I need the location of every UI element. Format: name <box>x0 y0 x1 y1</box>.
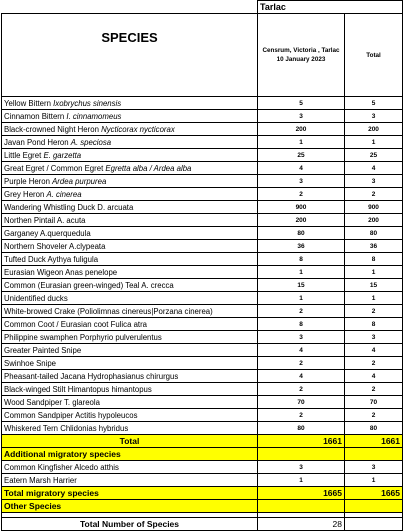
species-cell <box>2 370 258 383</box>
species-cell <box>2 97 258 110</box>
species-name: Little Egret <box>4 150 44 160</box>
species-cell <box>2 383 258 396</box>
total-count: 4 <box>345 344 403 357</box>
species-cell <box>2 253 258 266</box>
species-name: Cinnamon Bittern <box>4 111 67 121</box>
total-count: 1 <box>345 266 403 279</box>
table-row <box>2 136 403 149</box>
table-row <box>2 162 403 175</box>
species-name: Javan Pond Heron <box>4 137 71 147</box>
total-row <box>2 435 403 448</box>
species-cell <box>2 357 258 370</box>
table-row <box>2 201 403 214</box>
total-count: 5 <box>345 97 403 110</box>
species-name: Common (Eurasian green-winged) Teal A. crecca <box>4 280 174 290</box>
total-migratory-label: Total migratory species <box>2 487 258 500</box>
additional-header-row <box>2 448 403 461</box>
census-count: 5 <box>258 97 345 110</box>
total-count: 1 <box>345 292 403 305</box>
table-row <box>2 227 403 240</box>
species-name: Grey Heron <box>4 189 47 199</box>
table-row <box>2 149 403 162</box>
species-cell <box>2 227 258 240</box>
scientific-name: Egretta alba / Ardea alba <box>105 163 192 173</box>
total-count: 2 <box>345 383 403 396</box>
table-row <box>2 474 403 487</box>
scientific-name: I. cinnamomeus <box>66 111 122 121</box>
species-name: Tufted Duck Aythya fuligula <box>4 254 99 264</box>
census-count: 70 <box>258 396 345 409</box>
species-name: Wandering Whistling Duck D. arcuata <box>4 202 134 212</box>
table-row <box>2 370 403 383</box>
species-cell <box>2 149 258 162</box>
scientific-name: E. garzetta <box>43 150 82 160</box>
census-count: 900 <box>258 201 345 214</box>
census-count: 2 <box>258 357 345 370</box>
census-count: 2 <box>258 188 345 201</box>
scientific-name: Ixobrychus sinensis <box>53 98 122 108</box>
table-row <box>2 240 403 253</box>
census-count: 25 <box>258 149 345 162</box>
total-count: 1 <box>345 474 403 487</box>
census-count: 2 <box>258 383 345 396</box>
census-count: 8 <box>258 253 345 266</box>
census-header: Censrum, Victoria , Tarlac 10 January 2023 <box>258 14 345 97</box>
census-count: 3 <box>258 175 345 188</box>
species-name: Northen Pintail A. acuta <box>4 215 86 225</box>
total-migratory-total: 1665 <box>345 487 403 500</box>
species-name: Swinhoe Snipe <box>4 358 57 368</box>
census-count: 36 <box>258 240 345 253</box>
species-cell <box>2 162 258 175</box>
census-count: 2 <box>258 409 345 422</box>
total-count: 3 <box>345 110 403 123</box>
census-count: 2 <box>258 305 345 318</box>
scientific-name: Ardea purpurea <box>52 176 107 186</box>
total-label: Total <box>2 435 258 448</box>
census-count: 1 <box>258 136 345 149</box>
table-row <box>2 279 403 292</box>
species-name: Common Kingfisher Alcedo atthis <box>2 461 258 474</box>
table-row <box>2 422 403 435</box>
species-cell <box>2 318 258 331</box>
species-cell <box>2 240 258 253</box>
total-count: 36 <box>345 240 403 253</box>
total-total: 1661 <box>345 435 403 448</box>
table-row <box>2 97 403 110</box>
species-name: Garganey A.querquedula <box>4 228 91 238</box>
total-count: 8 <box>345 318 403 331</box>
other-species-label: Other Species <box>2 500 258 513</box>
species-cell <box>2 214 258 227</box>
total-count: 2 <box>345 305 403 318</box>
census-count: 200 <box>258 123 345 136</box>
species-name: Northern Shoveler A.clypeata <box>4 241 106 251</box>
table-row <box>2 110 403 123</box>
scientific-name: Nycticorax nycticorax <box>101 124 175 134</box>
species-name: Yellow Bittern <box>4 98 54 108</box>
total-count: 2 <box>345 188 403 201</box>
species-cell <box>2 136 258 149</box>
table-row <box>2 123 403 136</box>
table-row <box>2 253 403 266</box>
species-cell <box>2 396 258 409</box>
species-table <box>1 0 403 531</box>
total-census: 1661 <box>258 435 345 448</box>
species-name: Great Egret / Common Egret <box>4 163 106 173</box>
total-count: 8 <box>345 253 403 266</box>
table-row <box>2 175 403 188</box>
species-cell <box>2 188 258 201</box>
total-count: 15 <box>345 279 403 292</box>
additional-label: Additional migratory species <box>2 448 258 461</box>
census-count: 1 <box>258 474 345 487</box>
other-species-row <box>2 500 403 513</box>
total-count: 1 <box>345 136 403 149</box>
species-cell <box>2 292 258 305</box>
column-header-row <box>2 14 403 97</box>
census-count: 4 <box>258 344 345 357</box>
census-count: 3 <box>258 110 345 123</box>
species-name: Pheasant-tailed Jacana Hydrophasianus chirurgus <box>4 371 179 381</box>
total-header: Total <box>345 14 403 97</box>
species-cell <box>2 279 258 292</box>
species-name: Eatern Marsh Harrier <box>2 474 258 487</box>
location-header-row <box>2 1 403 14</box>
table-row <box>2 266 403 279</box>
table-row <box>2 292 403 305</box>
table-row <box>2 188 403 201</box>
total-count: 900 <box>345 201 403 214</box>
species-cell <box>2 266 258 279</box>
table-row <box>2 344 403 357</box>
table-row <box>2 318 403 331</box>
species-cell <box>2 110 258 123</box>
census-count: 200 <box>258 214 345 227</box>
species-name: Purple Heron <box>4 176 53 186</box>
table-row <box>2 409 403 422</box>
census-count: 3 <box>258 461 345 474</box>
species-cell <box>2 331 258 344</box>
census-count: 80 <box>258 422 345 435</box>
species-name: Eurasian Wigeon Anas penelope <box>4 267 118 277</box>
species-name: Common Coot / Eurasian coot Fulica atra <box>4 319 148 329</box>
total-count: 200 <box>345 214 403 227</box>
table-row <box>2 396 403 409</box>
total-count: 80 <box>345 422 403 435</box>
table-row <box>2 383 403 396</box>
species-cell <box>2 422 258 435</box>
total-count: 4 <box>345 162 403 175</box>
census-count: 8 <box>258 318 345 331</box>
species-cell <box>2 409 258 422</box>
species-cell <box>2 175 258 188</box>
total-count: 25 <box>345 149 403 162</box>
species-name: Philippine swamphen Porphyrio pulverulentus <box>4 332 162 342</box>
table-row <box>2 331 403 344</box>
table-row <box>2 461 403 474</box>
census-count: 1 <box>258 266 345 279</box>
total-count: 70 <box>345 396 403 409</box>
grand-total-label: Total Number of Species <box>2 518 258 531</box>
total-count: 4 <box>345 370 403 383</box>
grand-total-value: 28 <box>258 518 345 531</box>
total-count: 3 <box>345 331 403 344</box>
species-header: SPECIES <box>2 14 258 97</box>
census-count: 80 <box>258 227 345 240</box>
census-count: 3 <box>258 331 345 344</box>
total-count: 3 <box>345 175 403 188</box>
table-row <box>2 357 403 370</box>
species-name: Greater Painted Snipe <box>4 345 82 355</box>
species-name: White-browed Crake (Poliolimnas cinereus|Porzana cinerea) <box>4 306 213 316</box>
table-row <box>2 214 403 227</box>
table-row <box>2 305 403 318</box>
total-migratory-row <box>2 487 403 500</box>
location-label: Tarlac <box>258 1 403 14</box>
species-name: Black-winged Stilt Himantopus himantopus <box>4 384 152 394</box>
total-migratory-census: 1665 <box>258 487 345 500</box>
species-cell <box>2 123 258 136</box>
species-name: Common Sandpiper Actitis hypoleucos <box>4 410 138 420</box>
grand-total-row <box>2 518 403 531</box>
species-cell <box>2 201 258 214</box>
total-count: 2 <box>345 409 403 422</box>
scientific-name: A. speciosa <box>70 137 112 147</box>
census-count: 4 <box>258 162 345 175</box>
total-count: 80 <box>345 227 403 240</box>
total-count: 200 <box>345 123 403 136</box>
species-cell <box>2 344 258 357</box>
census-count: 4 <box>258 370 345 383</box>
species-name: Unidentified ducks <box>4 293 68 303</box>
census-count: 15 <box>258 279 345 292</box>
species-name: Black-crowned Night Heron <box>4 124 102 134</box>
total-count: 2 <box>345 357 403 370</box>
species-cell <box>2 305 258 318</box>
total-count: 3 <box>345 461 403 474</box>
species-name: Whiskered Tern Chlidonias hybridus <box>4 423 129 433</box>
scientific-name: A. cinerea <box>46 189 82 199</box>
species-name: Wood Sandpiper T. glareola <box>4 397 100 407</box>
census-count: 1 <box>258 292 345 305</box>
